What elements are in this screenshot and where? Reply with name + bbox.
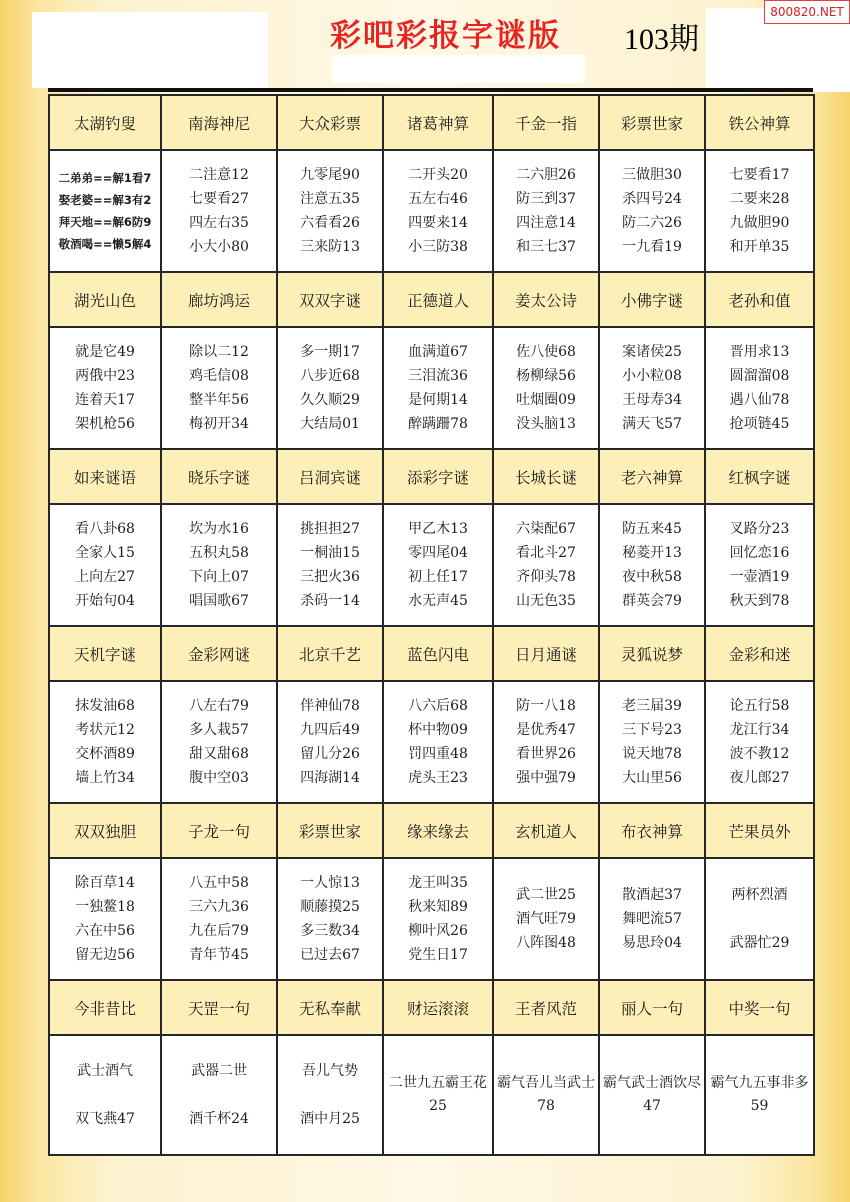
riddle-line: 多人栽57	[189, 722, 249, 738]
riddle-line: 看北斗27	[516, 545, 576, 561]
riddle-line: 五左右46	[408, 191, 468, 207]
riddle-line: 秋来知89	[408, 899, 468, 915]
site-watermark: 800820.NET	[764, 0, 850, 24]
riddle-cell	[383, 1035, 493, 1155]
riddle-line: 霸气九五事非多59	[710, 1075, 809, 1114]
column-header: 彩票世家	[599, 95, 705, 150]
riddle-line: 拜天地==解6防9	[58, 215, 152, 229]
riddle-line: 说天地78	[622, 746, 682, 762]
column-header: 添彩字谜	[383, 449, 493, 504]
riddle-line: 罚四重48	[408, 746, 468, 762]
column-header: 天机字谜	[49, 626, 161, 681]
column-header: 正德道人	[383, 272, 493, 327]
riddle-line: 散酒起37	[622, 887, 682, 903]
riddle-line: 武器忙29	[729, 935, 790, 951]
riddle-line: 三做胆30	[622, 167, 682, 183]
riddle-line: 全家人15	[75, 545, 135, 561]
column-header: 太湖钓叟	[49, 95, 161, 150]
riddle-line: 大结局01	[300, 416, 360, 432]
riddle-line: 老三届39	[622, 698, 682, 714]
column-header: 子龙一句	[161, 803, 277, 858]
riddle-line: 三泪流36	[408, 368, 468, 384]
riddle-cell	[599, 327, 705, 449]
column-header: 如来谜语	[49, 449, 161, 504]
riddle-line: 挑担担27	[300, 521, 360, 537]
riddle-line: 唱国歌67	[189, 593, 249, 609]
section-body-row	[49, 327, 814, 449]
riddle-line: 看八卦68	[75, 521, 135, 537]
riddle-line: 小三防38	[408, 239, 468, 255]
riddle-line: 一九看19	[622, 239, 682, 255]
riddle-cell	[705, 327, 814, 449]
riddle-line: 顺藤摸25	[300, 899, 360, 915]
riddle-cell	[705, 858, 814, 980]
riddle-cell	[493, 327, 599, 449]
riddle-line: 一独鳌18	[75, 899, 135, 915]
riddle-line: 已过去67	[300, 947, 360, 963]
riddle-line: 秋天到78	[729, 593, 790, 609]
column-header: 无私奉献	[277, 980, 383, 1035]
riddle-line: 八六后68	[408, 698, 468, 714]
column-header: 玄机道人	[493, 803, 599, 858]
column-header: 廊坊鸿运	[161, 272, 277, 327]
riddle-line: 一人惊13	[300, 875, 360, 891]
riddle-line: 留儿分26	[300, 746, 360, 762]
riddle-line: 防五来45	[622, 521, 682, 537]
riddle-cell	[49, 1035, 161, 1155]
riddle-cell	[277, 504, 383, 626]
riddle-line: 杨柳绿56	[516, 368, 576, 384]
riddle-cell	[277, 327, 383, 449]
riddle-line: 交杯酒89	[75, 746, 135, 762]
riddle-line: 杀四号24	[622, 191, 682, 207]
riddle-cell	[49, 858, 161, 980]
riddle-line: 甜又甜68	[189, 746, 249, 762]
riddle-line: 强中强79	[516, 770, 576, 786]
riddle-cell	[599, 504, 705, 626]
riddle-cell	[493, 1035, 599, 1155]
riddle-cell	[705, 504, 814, 626]
section-body-row	[49, 150, 814, 272]
riddle-line: 九做胆90	[729, 215, 790, 231]
column-header: 晓乐字谜	[161, 449, 277, 504]
riddle-line: 武器二世	[191, 1063, 247, 1079]
riddle-line: 开始句04	[75, 593, 135, 609]
riddle-line: 初上任17	[408, 569, 468, 585]
riddle-line: 两俄中23	[75, 368, 135, 384]
riddle-line: 和三七37	[516, 239, 576, 255]
riddle-line: 多一期17	[300, 344, 360, 360]
riddle-line: 叉路分23	[729, 521, 790, 537]
riddle-line: 九零尾90	[300, 167, 360, 183]
riddle-line: 三来防13	[300, 239, 360, 255]
riddle-line: 柳叶风26	[408, 923, 468, 939]
riddle-line: 山无色35	[516, 593, 576, 609]
riddle-cell	[161, 504, 277, 626]
column-header: 缘来缘去	[383, 803, 493, 858]
riddle-line: 酒中月25	[300, 1111, 360, 1127]
column-header: 中奖一句	[705, 980, 814, 1035]
riddle-line: 王母寿34	[622, 392, 682, 408]
riddle-line: 注意五35	[300, 191, 360, 207]
riddle-cell	[49, 504, 161, 626]
riddle-line: 留无边56	[75, 947, 135, 963]
riddle-cell	[161, 858, 277, 980]
riddle-line: 酒千杯24	[189, 1111, 249, 1127]
riddle-line: 夜中秋58	[622, 569, 682, 585]
riddle-line: 连着天17	[75, 392, 135, 408]
riddle-line: 大山里56	[622, 770, 682, 786]
column-header: 蓝色闪电	[383, 626, 493, 681]
masked-area-center	[332, 55, 585, 83]
riddle-line: 防二六26	[622, 215, 682, 231]
riddle-line: 零四尾04	[408, 545, 468, 561]
column-header: 红枫字谜	[705, 449, 814, 504]
column-header: 千金一指	[493, 95, 599, 150]
riddle-cell	[705, 150, 814, 272]
section-body-row	[49, 504, 814, 626]
riddle-line: 就是它49	[75, 344, 135, 360]
column-header: 铁公神算	[705, 95, 814, 150]
riddle-line: 坎为水16	[189, 521, 249, 537]
riddle-line: 杯中物09	[408, 722, 468, 738]
column-header: 金彩网谜	[161, 626, 277, 681]
riddle-line: 龙江行34	[729, 722, 790, 738]
column-header: 小佛字谜	[599, 272, 705, 327]
riddle-line: 武士酒气	[77, 1063, 133, 1079]
riddle-cell	[49, 681, 161, 803]
riddle-line: 霸气吾儿当武士78	[497, 1075, 595, 1114]
riddle-cell	[161, 1035, 277, 1155]
line-spacer	[52, 1083, 158, 1107]
riddle-line: 霸气武士酒饮尽47	[603, 1075, 701, 1114]
riddle-cell	[599, 681, 705, 803]
riddle-line: 下向上07	[189, 569, 249, 585]
riddle-line: 防一八18	[516, 698, 576, 714]
riddle-cell	[599, 1035, 705, 1155]
riddle-line: 七要看27	[189, 191, 249, 207]
riddle-line: 龙王叫35	[408, 875, 468, 891]
section-body-row	[49, 1035, 814, 1155]
riddle-cell	[49, 327, 161, 449]
column-header: 彩票世家	[277, 803, 383, 858]
riddle-line: 是何期14	[408, 392, 468, 408]
riddle-line: 青年节45	[189, 947, 249, 963]
riddle-line: 二六胆26	[516, 167, 576, 183]
riddle-cell	[599, 858, 705, 980]
riddle-line: 八阵图48	[516, 935, 576, 951]
column-header: 双双独胆	[49, 803, 161, 858]
riddle-line: 二世九五霸王花25	[389, 1075, 487, 1114]
riddle-line: 党生日17	[408, 947, 468, 963]
column-header: 老六神算	[599, 449, 705, 504]
riddle-line: 一壶酒19	[729, 569, 790, 585]
riddle-line: 佐八使68	[516, 344, 576, 360]
riddle-line: 易思玲04	[622, 935, 682, 951]
riddle-line: 血满道67	[408, 344, 468, 360]
column-header: 大众彩票	[277, 95, 383, 150]
riddle-line: 论五行58	[729, 698, 790, 714]
riddle-table	[48, 94, 815, 1156]
riddle-line: 虎头王23	[408, 770, 468, 786]
issue-number: 103期	[624, 23, 699, 56]
column-header: 王者风范	[493, 980, 599, 1035]
riddle-line: 二开头20	[408, 167, 468, 183]
riddle-line: 夜儿郎27	[729, 770, 790, 786]
riddle-line: 没头脑13	[516, 416, 576, 432]
section-header-row	[49, 803, 814, 858]
riddle-cell	[493, 504, 599, 626]
masked-area-left	[32, 12, 268, 88]
riddle-line: 酒气旺79	[516, 911, 576, 927]
riddle-line: 双飞燕47	[75, 1111, 135, 1127]
column-header: 今非昔比	[49, 980, 161, 1035]
section-header-row	[49, 95, 814, 150]
riddle-cell	[705, 1035, 814, 1155]
riddle-line: 多三数34	[300, 923, 360, 939]
riddle-cell	[599, 150, 705, 272]
riddle-line: 看世界26	[516, 746, 576, 762]
riddle-line: 四左右35	[189, 215, 249, 231]
riddle-line: 上向左27	[75, 569, 135, 585]
riddle-cell	[493, 150, 599, 272]
riddle-cell	[161, 327, 277, 449]
riddle-line: 两杯烈酒	[731, 887, 788, 903]
riddle-line: 一桐油15	[300, 545, 360, 561]
riddle-line: 六看看26	[300, 215, 360, 231]
riddle-line: 是优秀47	[516, 722, 576, 738]
riddle-line: 回忆恋16	[729, 545, 790, 561]
riddle-table-container	[48, 94, 813, 1156]
riddle-line: 整半年56	[189, 392, 249, 408]
riddle-line: 案诸侯25	[622, 344, 682, 360]
riddle-line: 和开单35	[729, 239, 790, 255]
section-header-row	[49, 272, 814, 327]
riddle-line: 吐烟圈09	[516, 392, 576, 408]
riddle-line: 腹中空03	[189, 770, 249, 786]
riddle-line: 敬酒喝==懒5解4	[58, 237, 152, 251]
riddle-line: 娶老婆==解3有2	[58, 193, 152, 207]
column-header: 姜太公诗	[493, 272, 599, 327]
riddle-line: 防三到37	[516, 191, 576, 207]
riddle-cell	[277, 858, 383, 980]
riddle-cell	[383, 327, 493, 449]
riddle-line: 二要来28	[729, 191, 790, 207]
riddle-line: 群英会79	[622, 593, 682, 609]
riddle-line: 五积丸58	[189, 545, 249, 561]
riddle-cell	[383, 150, 493, 272]
riddle-cell	[161, 681, 277, 803]
section-body-row	[49, 681, 814, 803]
column-header: 灵狐说梦	[599, 626, 705, 681]
column-header: 吕洞宾谜	[277, 449, 383, 504]
section-header-row	[49, 449, 814, 504]
riddle-cell	[277, 150, 383, 272]
riddle-cell	[277, 681, 383, 803]
column-header: 双双字谜	[277, 272, 383, 327]
riddle-line: 三下号23	[622, 722, 682, 738]
riddle-line: 久久顺29	[300, 392, 360, 408]
riddle-line: 七要看17	[729, 167, 790, 183]
riddle-cell	[277, 1035, 383, 1155]
section-body-row	[49, 858, 814, 980]
riddle-cell	[161, 150, 277, 272]
riddle-line: 八五中58	[189, 875, 249, 891]
riddle-line: 考状元12	[75, 722, 135, 738]
riddle-line: 小小粒08	[622, 368, 682, 384]
riddle-line: 水无声45	[408, 593, 468, 609]
riddle-line: 伴神仙78	[300, 698, 360, 714]
riddle-line: 波不教12	[729, 746, 790, 762]
riddle-line: 抢项链45	[729, 416, 790, 432]
riddle-line: 四海湖14	[300, 770, 360, 786]
riddle-line: 九四后49	[300, 722, 360, 738]
column-header: 丽人一句	[599, 980, 705, 1035]
column-header: 南海神尼	[161, 95, 277, 150]
riddle-cell	[705, 681, 814, 803]
riddle-line: 四要来14	[408, 215, 468, 231]
column-header: 北京千艺	[277, 626, 383, 681]
column-header: 湖光山色	[49, 272, 161, 327]
line-spacer	[708, 907, 811, 931]
riddle-line: 四注意14	[516, 215, 576, 231]
riddle-line: 吾儿气势	[302, 1063, 358, 1079]
riddle-cell	[383, 858, 493, 980]
column-header: 日月通谜	[493, 626, 599, 681]
riddle-line: 武二世25	[516, 887, 576, 903]
riddle-line: 墙上竹34	[75, 770, 135, 786]
line-spacer	[280, 1083, 380, 1107]
riddle-line: 三把火36	[300, 569, 360, 585]
riddle-cell	[383, 504, 493, 626]
column-header: 布衣神算	[599, 803, 705, 858]
riddle-line: 架机枪56	[75, 416, 135, 432]
riddle-line: 二弟弟==解1看7	[58, 171, 152, 185]
column-header: 天罡一句	[161, 980, 277, 1035]
top-rule	[48, 88, 813, 92]
column-header: 财运滚滚	[383, 980, 493, 1035]
riddle-line: 遇八仙78	[729, 392, 790, 408]
section-header-row	[49, 626, 814, 681]
riddle-line: 满天飞57	[622, 416, 682, 432]
column-header: 诸葛神算	[383, 95, 493, 150]
riddle-line: 除百草14	[75, 875, 135, 891]
riddle-line: 齐仰头78	[516, 569, 576, 585]
riddle-cell	[383, 681, 493, 803]
riddle-line: 醉蹒跚78	[408, 416, 468, 432]
riddle-line: 六在中56	[75, 923, 135, 939]
riddle-line: 二注意12	[189, 167, 249, 183]
page-title: 彩吧彩报字谜版	[330, 18, 561, 54]
riddle-line: 六柒配67	[516, 521, 576, 537]
riddle-line: 晋用求13	[729, 344, 790, 360]
riddle-line: 杀码一14	[300, 593, 360, 609]
line-spacer	[164, 1083, 274, 1107]
riddle-line: 舞吧流57	[622, 911, 682, 927]
column-header: 长城长谜	[493, 449, 599, 504]
riddle-line: 八左右79	[189, 698, 249, 714]
riddle-line: 秘菱开13	[622, 545, 682, 561]
riddle-line: 九在后79	[189, 923, 249, 939]
riddle-line: 梅初开34	[189, 416, 249, 432]
riddle-cell	[49, 150, 161, 272]
riddle-line: 三六九36	[189, 899, 249, 915]
riddle-cell	[493, 681, 599, 803]
riddle-line: 鸡毛信08	[189, 368, 249, 384]
riddle-cell	[493, 858, 599, 980]
column-header: 金彩和迷	[705, 626, 814, 681]
column-header: 芒果员外	[705, 803, 814, 858]
riddle-line: 甲乙木13	[408, 521, 468, 537]
section-header-row	[49, 980, 814, 1035]
riddle-line: 八步近68	[300, 368, 360, 384]
riddle-line: 抹发油68	[75, 698, 135, 714]
riddle-line: 圆溜溜08	[729, 368, 790, 384]
column-header: 老孙和值	[705, 272, 814, 327]
riddle-line: 小大小80	[189, 239, 249, 255]
riddle-line: 除以二12	[189, 344, 249, 360]
